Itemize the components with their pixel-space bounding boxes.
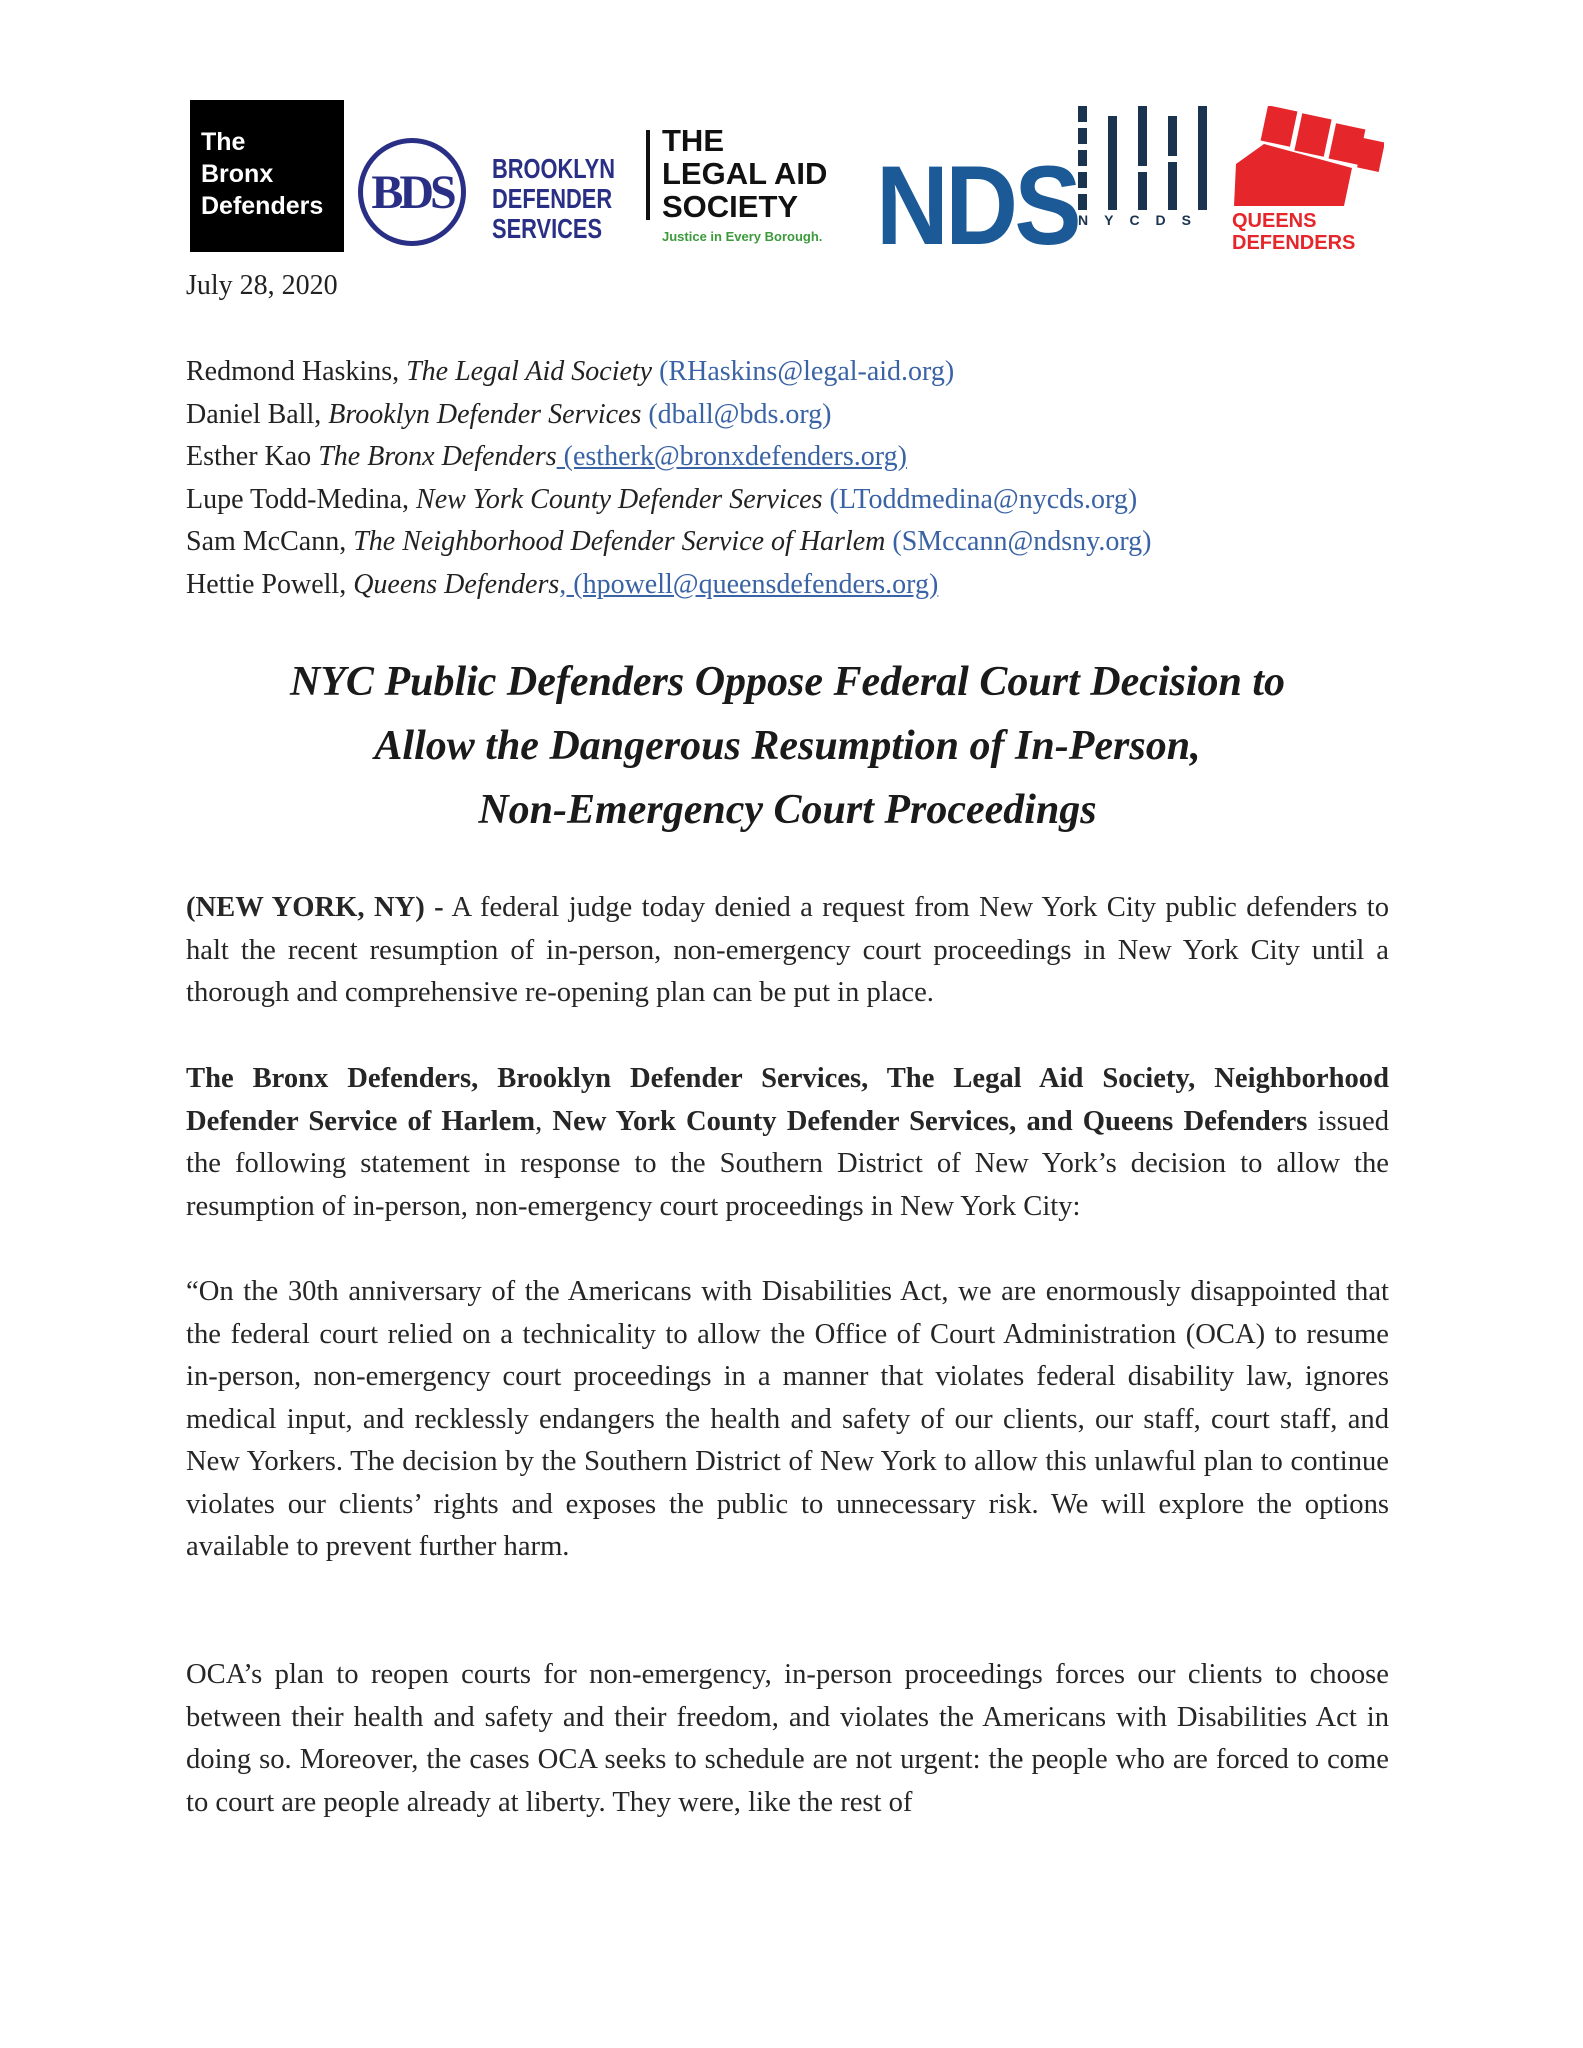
contact-line xyxy=(186,436,1389,479)
legal-aid-logo-line: SOCIETY xyxy=(662,189,799,224)
bronx-logo-line: The xyxy=(201,128,246,156)
contact-email-link[interactable]: , (hpowell@queensdefenders.org) xyxy=(559,568,939,600)
contact-email-link[interactable]: (SMccann@ndsny.org) xyxy=(885,526,1152,557)
headline-line: Non-Emergency Court Proceedings xyxy=(478,787,1097,833)
bds-logo-line: BROOKLYN xyxy=(492,153,615,184)
brooklyn-defender-services-logo xyxy=(492,154,615,244)
dateline: (NEW YORK, NY) - xyxy=(186,892,444,923)
paragraph-oca-plan: OCA’s plan to reopen courts for non-emergency, in-person proceedings forces our clients to choose between their health and safety and their freedom, and violates the Americans with Disabilities Act in doing so. Moreover, the cases OCA seeks to schedule are not urgent: the people who are forced to come to court are people already at liberty. They were, like the rest of xyxy=(186,1659,1389,1818)
contact-line xyxy=(186,351,1389,394)
legal-aid-divider xyxy=(646,130,650,220)
bronx-logo-line: Bronx xyxy=(201,160,274,188)
bds-seal-logo xyxy=(358,138,466,246)
legal-aid-logo-line: LEGAL AID xyxy=(662,156,828,191)
contact-org: The Legal Aid Society xyxy=(406,356,653,387)
paragraph-text: A federal judge today denied a request from New York City public defenders to halt the recent resumption of in-person, non-emergency court proceedings in New York City until a thorough and comprehensive re-opening plan can be put in place. xyxy=(186,892,1390,1008)
release-date: July 28, 2020 xyxy=(186,270,338,301)
queens-fist-icon xyxy=(1234,106,1384,206)
contact-email-link[interactable]: (LToddmedina@nycds.org) xyxy=(822,483,1138,515)
legal-aid-society-logo xyxy=(662,124,827,223)
contact-line xyxy=(186,521,1389,564)
nds-logo: NDS xyxy=(876,143,1079,268)
organizations-bold-b: New York County Defender Services, and Queens Defenders xyxy=(552,1105,1308,1137)
contact-name: Hettie Powell, xyxy=(186,568,354,600)
contact-org: Queens Defenders xyxy=(353,568,560,600)
contact-org: The Neighborhood Defender Service of Harlem xyxy=(353,526,886,557)
legal-aid-logo-line: THE xyxy=(662,123,724,158)
headline-line: Allow the Dangerous Resumption of In-Person, xyxy=(374,723,1201,769)
paragraph-statement: “On the 30th anniversary of the Americans with Disabilities Act, we are enormously disappointed that the federal court relied on a technicality to allow the Office of Court Administration (OCA) to resume in-person, non-emergency court proceedings in a manner that violates federal disability law, ignores medical input, and recklessly endangers the health and safety of our clients, our staff, court staff, and New Yorkers. The decision by the Southern District of New York to allow this unlawful plan to continue violates our clients’ rights and exposes the public to unnecessary risk. We will explore the options available to prevent further harm. xyxy=(186,1276,1389,1562)
nycds-bars-icon xyxy=(1078,106,1210,210)
contact-email-link[interactable]: (dball@bds.org) xyxy=(641,398,832,430)
contact-email-link[interactable]: (estherk@bronxdefenders.org) xyxy=(556,441,907,472)
nycds-logo-text: NYCDS xyxy=(1078,212,1208,228)
contact-email-link[interactable]: (RHaskins@legal-aid.org) xyxy=(652,356,955,387)
paragraph-organizations xyxy=(186,1058,1389,1228)
media-contacts xyxy=(186,351,1389,606)
bds-logo-line: DEFENDER xyxy=(492,183,613,214)
legal-aid-tagline: Justice in Every Borough. xyxy=(662,229,823,244)
contact-name: Lupe Todd-Medina, xyxy=(186,483,417,515)
organizations-comma: , xyxy=(535,1105,553,1137)
contact-name: Daniel Ball, xyxy=(186,398,329,430)
contact-line xyxy=(186,479,1389,522)
contact-org: The Bronx Defenders xyxy=(318,441,557,472)
paragraph-text: issued the following statement in response to the Southern District of New York’s decision to allow the resumption of in-person, non-emergency court proceedings in New York City: xyxy=(186,1105,1389,1222)
headline-line: NYC Public Defenders Oppose Federal Court Decision to xyxy=(289,659,1286,705)
queens-logo-line: DEFENDERS xyxy=(1232,232,1356,254)
contact-org: Brooklyn Defender Services xyxy=(328,398,642,430)
contact-name: Esther Kao xyxy=(186,441,319,472)
contact-line xyxy=(186,564,1389,607)
bds-logo-line: SERVICES xyxy=(492,213,603,244)
press-release-headline xyxy=(186,650,1389,842)
contact-line xyxy=(186,394,1389,437)
contact-name: Sam McCann, xyxy=(186,526,354,557)
bds-mark: BDS xyxy=(371,165,453,219)
queens-defenders-logo xyxy=(1232,210,1355,254)
bronx-logo-line: Defenders xyxy=(201,192,324,220)
paragraph-dateline xyxy=(186,887,1389,1015)
contact-org: New York County Defender Services xyxy=(416,483,823,515)
organizations-bold-a: The Bronx Defenders, Brooklyn Defender Services, The Legal Aid Society, Neighborhood Defender Service of Harlem xyxy=(186,1063,1389,1137)
logo-strip xyxy=(190,98,1390,268)
contact-name: Redmond Haskins, xyxy=(186,356,407,387)
queens-logo-line: QUEENS xyxy=(1232,210,1317,232)
bronx-defenders-logo xyxy=(190,100,344,252)
